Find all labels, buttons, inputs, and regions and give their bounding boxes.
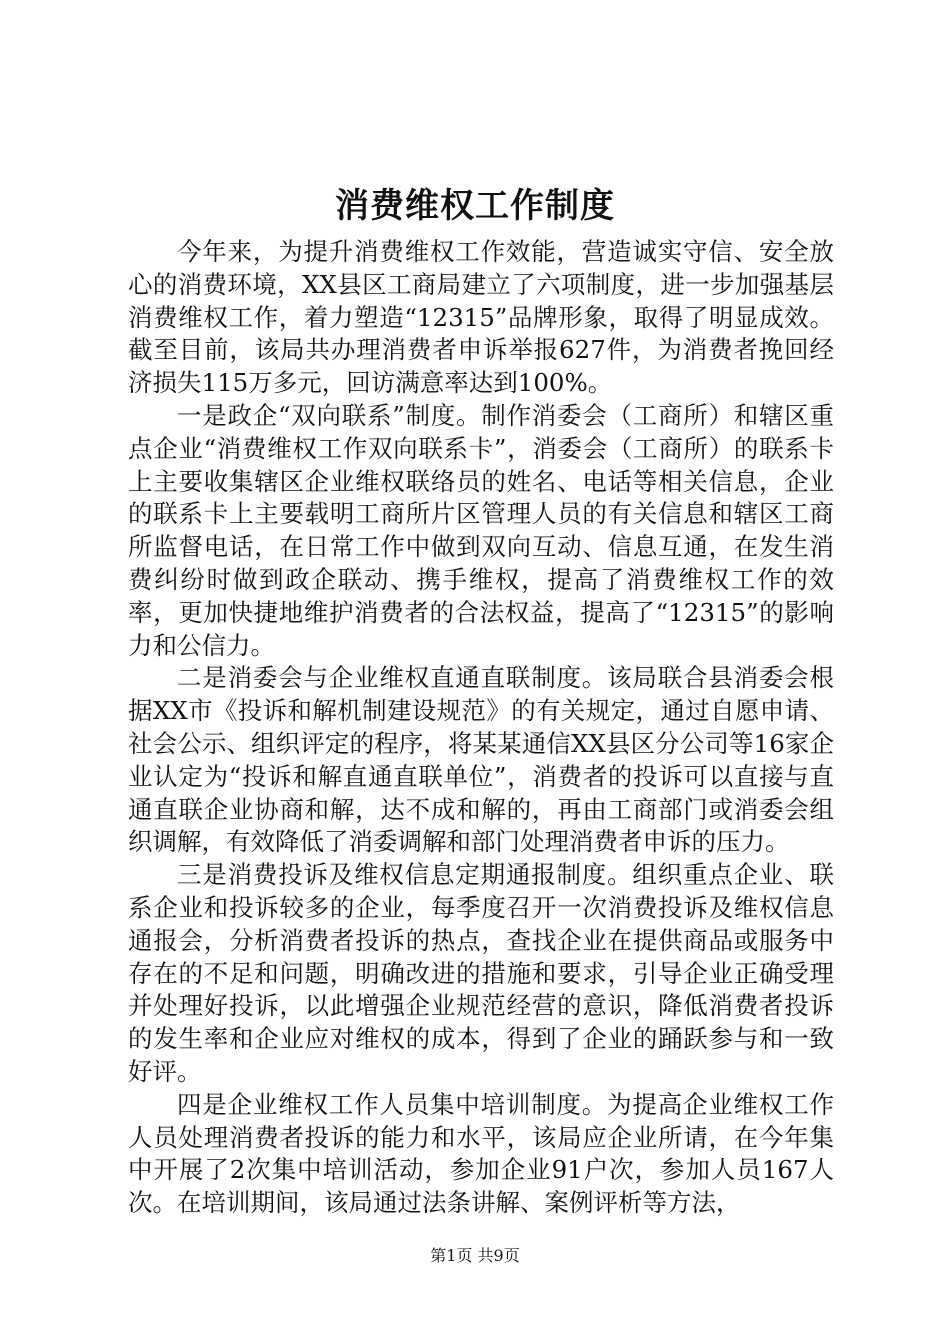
- paragraph-system-3: 三是消费投诉及维权信息定期通报制度。组织重点企业、联系企业和投诉较多的企业，每季度召开一次消费投诉及维权信息通报会，分析消费者投诉的热点，查找企业在提供商品或服务中存在的不足和问题，明确改进的措施和要求，引导企业正确受理并处理好投诉，以此增强企业规范经营的意识，降低消费者投诉的发生率和企业应对维权的成本，得到了企业的踊跃参与和一致好评。: [128, 860, 834, 1086]
- paragraph-system-1: 一是政企“双向联系”制度。制作消委会（工商所）和辖区重点企业“消费维权工作双向联系卡”，消委会（工商所）的联系卡上主要收集辖区企业维权联络员的姓名、电话等相关信息，企业的联系卡上主要载明工商所片区管理人员的有关信息和辖区工商所监督电话，在日常工作中做到双向互动、信息互通，在发生消费纠纷时做到政企联动、携手维权，提高了消费维权工作的效率，更加快捷地维护消费者的合法权益，提高了“12315”的影响力和公信力。: [128, 400, 834, 660]
- page-footer: 第1页 共9页: [430, 1246, 520, 1265]
- paragraph-intro: 今年来，为提升消费维权工作效能，营造诚实守信、安全放心的消费环境，XX县区工商局建立了六项制度，进一步加强基层消费维权工作，着力塑造“12315”品牌形象，取得了明显成效。截至目前，该局共办理消费者申诉举报627件，为消费者挽回经济损失115万多元，回访满意率达到100%。: [128, 237, 834, 398]
- paragraph-system-4: 四是企业维权工作人员集中培训制度。为提高企业维权工作人员处理消费者投诉的能力和水平，该局应企业所请，在今年集中开展了2次集中培训活动，参加企业91户次，参加人员167人次。在培训期间，该局通过法条讲解、案例评析等方法，: [128, 1089, 834, 1218]
- document-title: 消费维权工作制度: [335, 186, 615, 226]
- paragraph-system-2: 二是消委会与企业维权直通直联制度。该局联合县消委会根据XX市《投诉和解机制建设规范》的有关规定，通过自愿申请、社会公示、组织评定的程序，将某某通信XX县区分公司等16家企业认定为“投诉和解直通直联单位”，消费者的投诉可以直接与直通直联企业协商和解，达不成和解的，再由工商部门或消委会组织调解，有效降低了消委调解和部门处理消费者申诉的压力。: [128, 663, 834, 857]
- document-body: [128, 236, 834, 1220]
